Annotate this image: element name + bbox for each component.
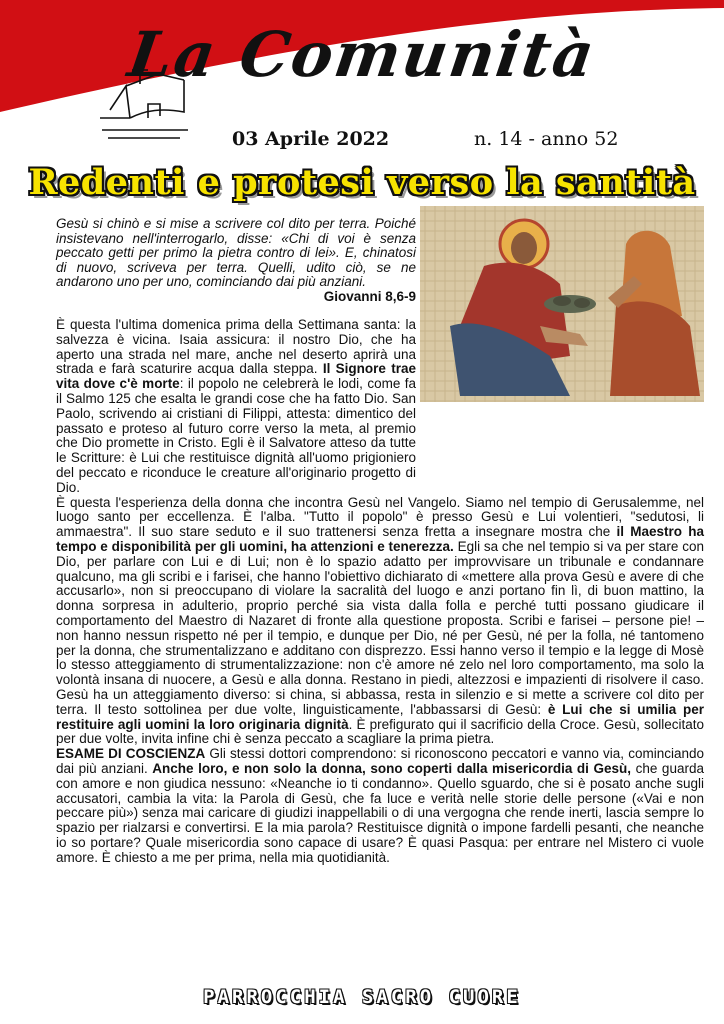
issue-number: n. 14 - anno 52 [474,128,619,150]
section-label: ESAME DI COSCIENZA [56,746,206,762]
masthead-title: La Comunità [123,18,601,91]
paragraph-3: ESAME DI COSCIENZA Gli stessi dottori comprendono: si riconoscono peccatori e vanno via, cominciando dai più anziani. Anche loro, e non solo la donna, sono coperti dalla misericordia di Gesù, che guarda con amore e non giudica nessuno: «Neanche io ti condanno». Quello sguardo, che si è posato anche sugli accusatori, cambia la vita: la Parola di Gesù, che fa luce e verità nelle storie delle persone («Vai e non peccare più») senza mai caricare di giudizi inappellabili o di una vergogna che rende inerti, lascia sempre lo spazio per rialzarsi e convertirsi. E la mia parola? Restituisce dignità o impone fardelli pesanti, che neanche io so portare? Quale misericordia sono capace di usare? È quasi Pasqua: per entrare nel Mistero ci vuole amore. È chiesto a me per prima, nella mia quotidianità. [56,746,704,865]
parish-footer: PARROCCHIA SACRO CUORE [203,986,521,1008]
article-body [56,318,704,865]
paragraph-1: È questa l'ultima domenica prima della Settimana santa: la salvezza è vicina. Isaia assicura: il nostro Dio, che ha aperto una strada nel mare, anche nel deserto aprirà una strada e farà scaturire acqua dalla steppa. Il Signore trae vita dove c'è morte: il popolo ne celebrerà le lodi, come fa il Salmo 125 che esalta le grandi cose che ha fatto Dio. San Paolo, scrivendo ai cristiani di Filippi, attesta: dimentico del passato e proteso al futuro corre verso la meta, al premio che Dio promette in Cristo. Egli è il Salvatore atteso da tutte le Scritture: è Lui che restituisce dignità all'uomo prigioniero del peccato e riconduce le creature all'originario progetto di Dio. [56,317,416,495]
paragraph-2: È questa l'esperienza della donna che incontra Gesù nel Vangelo. Siamo nel tempio di Gerusalemme, nel luogo santo per eccellenza. È l'alba. "Tutto il popolo" è presso Gesù e Lui volentieri, "sedutosi, li ammaestra". Il suo stare seduto e il suo trattenersi senza fretta a insegnare mostra che il Maestro ha tempo e disponibilità per gli uomini, ha attenzioni e tenerezza. Egli sa che nel tempio si va per stare con Dio, per parlare con Lui e di Lui; non è lo spazio adatto per improvvisare un tribunale e condannare qualcuno, ma gli scribi e i farisei, che hanno l'obiettivo dichiarato di «mettere alla prova Gesù e avere di che accusarlo», non si preoccupano di violare la sacralità del luogo e anzi portano fin lì, di buon mattino, la donna sorpresa in adulterio, proprio perché sia vista dalla folla e perché tutti possano giudicare il comportamento del Maestro di Nazaret di fronte alla questione proposta. Scribi e farisei – persone pie! – non hanno nessun rispetto né per il tempio, e dunque per Dio, né per Gesù, né per la folla, né tantomeno per la donna, che strumentalizzano e additano con disprezzo. Essi hanno verso il tempio e la legge di Mosè lo stesso atteggiamento di strumentalizzazione: non c'è amore né zelo nel loro comportamento, ma solo la volontà insana di nuocere, a Gesù e alla donna. Restano in piedi, altezzosi e impazienti di risolvere il caso. Gesù ha un atteggiamento diverso: si china, si abbassa, resta in silenzio e si mette a scrivere col dito per terra. Il testo sottolinea per due volte, linguisticamente, l'abbassarsi di Gesù: è Lui che si umilia per restituire agli uomini la loro originaria dignità. È prefigurato qui il sacrificio della Croce. Gesù, sollecitato per due volte, invita infine chi è senza peccato a scagliare la prima pietra. [56,494,704,747]
issue-date: 03 Aprile 2022 [232,128,390,150]
gospel-quote: Gesù si chinò e si mise a scrivere col dito per terra. Poiché insistevano nell'interrogarlo, disse: «Chi di voi è senza peccato getti per primo la pietra contro di lei». E, chinatosi di nuovo, scriveva per terra. Quelli, udito ciò, se ne andarono uno per uno, cominciando dai più anziani. Giovanni 8,6-9 [56,216,416,304]
gospel-reference: Giovanni 8,6-9 [323,288,416,304]
article-headline: Redenti e protesi verso la santità [28,162,696,203]
